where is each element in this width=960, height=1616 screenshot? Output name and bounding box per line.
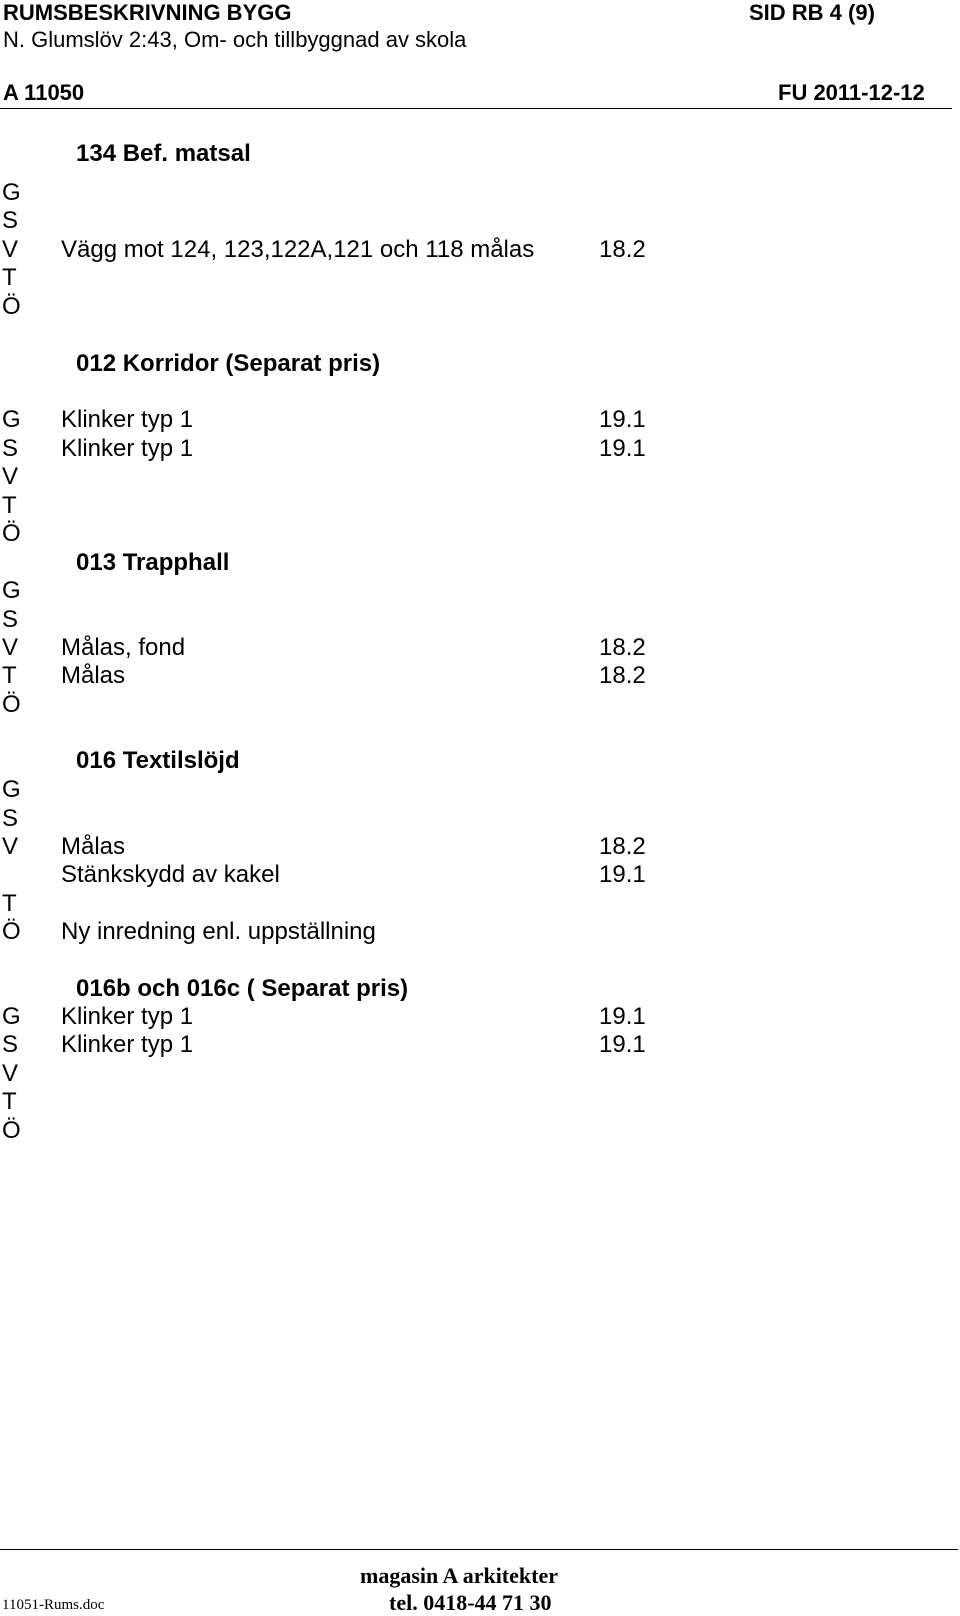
phone-number: tel. 0418-44 71 30 — [389, 1590, 552, 1615]
footer-divider — [0, 1549, 958, 1550]
row-category-letter: S — [2, 1031, 19, 1058]
page-reference: SID RB 4 (9) — [749, 0, 875, 25]
row-category-letter: Ö — [2, 691, 21, 718]
row-category-letter: V — [2, 463, 19, 490]
room-title: 013 Trapphall — [76, 549, 230, 576]
row-reference-code: 19.1 — [599, 1031, 646, 1058]
row-category-letter: G — [2, 406, 21, 433]
row-reference-code: 19.1 — [599, 406, 646, 433]
row-category-letter: S — [2, 435, 19, 462]
row-reference-code: 18.2 — [599, 833, 646, 860]
company-name: magasin A arkitekter — [360, 1563, 558, 1588]
room-title: 016 Textilslöjd — [76, 747, 240, 774]
document-date: FU 2011-12-12 — [778, 80, 925, 105]
row-description: Ny inredning enl. uppställning — [61, 918, 376, 945]
row-category-letter: T — [2, 492, 17, 519]
row-description: Klinker typ 1 — [61, 1003, 194, 1030]
row-description: Stänkskydd av kakel — [61, 861, 280, 888]
row-category-letter: G — [2, 179, 21, 206]
row-description: Klinker typ 1 — [61, 435, 194, 462]
row-description: Målas, fond — [61, 634, 186, 661]
room-title: 012 Korridor (Separat pris) — [76, 350, 381, 377]
row-reference-code: 18.2 — [599, 634, 646, 661]
row-category-letter: V — [2, 1060, 19, 1087]
row-category-letter: S — [2, 606, 19, 633]
file-name: 11051-Rums.doc — [2, 1597, 105, 1613]
row-category-letter: V — [2, 236, 19, 263]
row-description: Klinker typ 1 — [61, 1031, 194, 1058]
header-divider — [0, 108, 952, 109]
row-description: Klinker typ 1 — [61, 406, 194, 433]
room-title: 134 Bef. matsal — [76, 140, 251, 167]
room-title: 016b och 016c ( Separat pris) — [76, 975, 409, 1002]
row-category-letter: V — [2, 634, 19, 661]
row-description: Målas — [61, 662, 126, 689]
row-category-letter: G — [2, 1003, 21, 1030]
row-reference-code: 18.2 — [599, 662, 646, 689]
row-description: Målas — [61, 833, 126, 860]
row-description: Vägg mot 124, 123,122A,121 och 118 målas — [61, 236, 535, 263]
row-category-letter: T — [2, 1088, 17, 1115]
row-category-letter: Ö — [2, 1117, 21, 1144]
row-category-letter: S — [2, 805, 19, 832]
project-name: N. Glumslöv 2:43, Om- och tillbyggnad av skola — [3, 27, 467, 52]
row-reference-code: 19.1 — [599, 1003, 646, 1030]
row-category-letter: S — [2, 207, 19, 234]
row-category-letter: Ö — [2, 520, 21, 547]
document-title: RUMSBESKRIVNING BYGG — [3, 0, 292, 25]
row-category-letter: T — [2, 662, 17, 689]
row-category-letter: Ö — [2, 918, 21, 945]
row-category-letter: G — [2, 776, 21, 803]
row-reference-code: 19.1 — [599, 435, 646, 462]
row-reference-code: 19.1 — [599, 861, 646, 888]
row-category-letter: T — [2, 890, 17, 917]
row-category-letter: Ö — [2, 293, 21, 320]
row-reference-code: 18.2 — [599, 236, 646, 263]
row-category-letter: T — [2, 264, 17, 291]
row-category-letter: G — [2, 577, 21, 604]
document-number: A 11050 — [3, 80, 85, 105]
row-category-letter: V — [2, 833, 19, 860]
